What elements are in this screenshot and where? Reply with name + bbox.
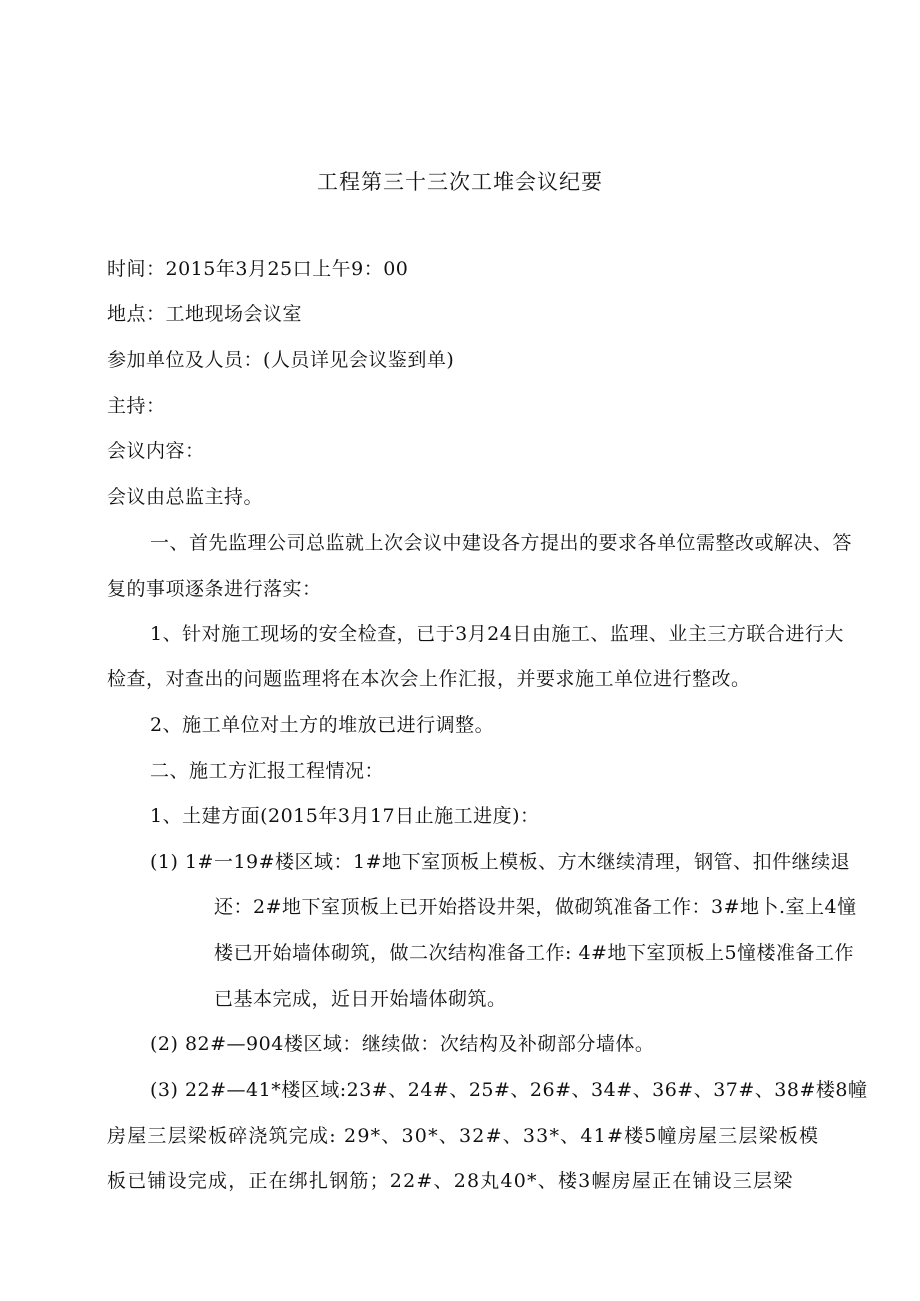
paragraph-line: 复的事项逐条进行落实： [107,578,322,600]
meeting-attendees: 参加单位及人员：(人员详见会议鉴到单) [107,349,455,371]
paragraph-line: 已基本完成，近日开始墙体砌筑。 [214,988,507,1010]
document-title: 工程第三十三次工堆会议纪要 [317,170,603,194]
paragraph-line: 还：2#地下室顶板上已开始搭设井架，做砌筑准备工作：3#地卜.室上4憧 [214,896,857,918]
meeting-time: 时间：2015年3月25口上午9：00 [107,258,409,280]
paragraph-line: 一、首先监理公司总监就上次会议中建设各方提出的要求各单位需整改或解决、答 [150,532,853,554]
paragraph-line: 1、土建方面(2015年3月17日止施工进度)： [150,805,540,827]
paragraph-line: 板已铺设完成，正在绑扎钢筋；22#、28丸40*、楼3幄房屋正在铺设三层梁 [107,1170,794,1192]
paragraph-line: (3) 22#—41*楼区域:23#、24#、25#、26#、34#、36#、37#、38#楼8幢 [150,1079,868,1101]
paragraph-line: 楼已开始墙体砌筑，做二次结构准备工作: 4#地下室顶板上5憧楼准备工作 [214,942,855,964]
paragraph-line: (2) 82#—904楼区域：继续做：次结构及补砌部分墙体。 [150,1033,655,1055]
paragraph-line: 2、施工单位对土方的堆放已进行调整。 [150,714,495,736]
paragraph-line: 检查，对查出的问题监理将在本次会上作汇报，并要求施工单位进行整改。 [107,668,751,690]
paragraph-line: (1) 1#一19#楼区域：1#地下室顶板上模板、方木继续清理，钢管、扣件继续退 [150,851,851,873]
paragraph-line: 二、施工方汇报工程情况： [150,760,385,782]
meeting-host: 主持： [107,395,166,417]
paragraph-line: 会议由总监主持。 [107,486,264,508]
meeting-content-label: 会议内容： [107,440,205,462]
paragraph-line: 1、针对施工现场的安全检查，已于3月24日由施工、监理、业主三方联合进行大 [150,623,844,645]
meeting-location: 地点：工地现场会议室 [107,303,303,325]
paragraph-line: 房屋三层梁板碎浇筑完成: 29*、30*、32#、33*、41#楼5幢房屋三层梁板模 [107,1125,820,1147]
